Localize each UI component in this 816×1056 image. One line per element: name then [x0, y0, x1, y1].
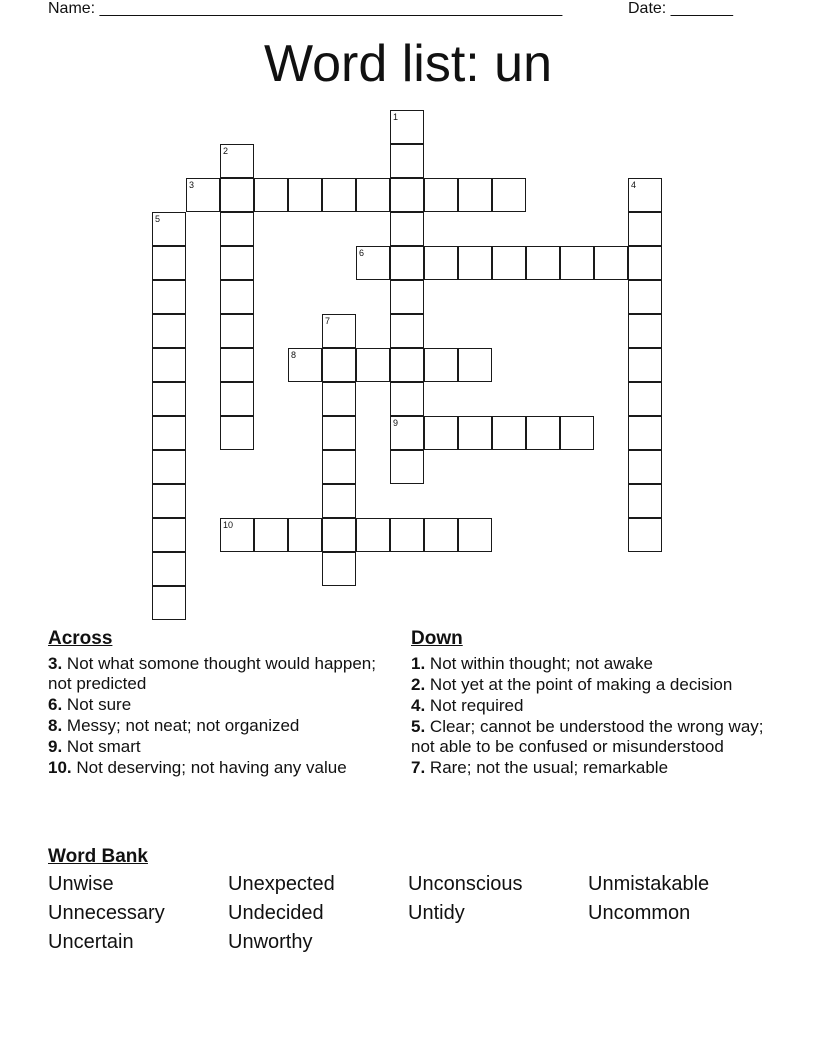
- crossword-cell[interactable]: [424, 348, 458, 382]
- crossword-cell[interactable]: [152, 552, 186, 586]
- crossword-cell[interactable]: [560, 416, 594, 450]
- crossword-cell[interactable]: [288, 178, 322, 212]
- crossword-cell[interactable]: [492, 246, 526, 280]
- word-bank-item: Unexpected: [228, 873, 335, 895]
- clue-number: 7.: [411, 758, 426, 777]
- crossword-cell[interactable]: [322, 178, 356, 212]
- crossword-cell[interactable]: [628, 246, 662, 280]
- word-bank-item: Unconscious: [408, 873, 523, 895]
- crossword-cell[interactable]: [152, 314, 186, 348]
- crossword-cell[interactable]: [390, 178, 424, 212]
- cell-number: 3: [189, 180, 195, 190]
- crossword-cell[interactable]: [356, 246, 390, 280]
- crossword-cell[interactable]: [390, 382, 424, 416]
- crossword-cell[interactable]: [424, 178, 458, 212]
- crossword-cell[interactable]: [356, 348, 390, 382]
- cell-number: 7: [325, 316, 331, 326]
- word-bank-item: Untidy: [408, 902, 465, 924]
- crossword-cell[interactable]: [458, 178, 492, 212]
- clue-down-4: [411, 696, 771, 716]
- crossword-cell[interactable]: [628, 450, 662, 484]
- clue-down-2: [411, 675, 771, 695]
- clue-across-3: [48, 654, 378, 694]
- clue-text: Not smart: [62, 737, 141, 756]
- crossword-cell[interactable]: [322, 552, 356, 586]
- crossword-cell[interactable]: [220, 416, 254, 450]
- crossword-cell[interactable]: [628, 212, 662, 246]
- crossword-cell[interactable]: [322, 450, 356, 484]
- crossword-cell[interactable]: [526, 416, 560, 450]
- clue-text: Messy; not neat; not organized: [62, 716, 300, 735]
- word-bank-item: Uncommon: [588, 902, 691, 924]
- crossword-cell[interactable]: [628, 382, 662, 416]
- cell-number: 1: [393, 112, 399, 122]
- clue-number: 8.: [48, 716, 63, 735]
- crossword-cell[interactable]: [628, 178, 662, 212]
- crossword-cell[interactable]: [152, 586, 186, 620]
- crossword-cell[interactable]: [390, 450, 424, 484]
- crossword-cell[interactable]: [492, 178, 526, 212]
- crossword-cell[interactable]: [628, 484, 662, 518]
- crossword-cell[interactable]: [458, 348, 492, 382]
- crossword-cell[interactable]: [492, 416, 526, 450]
- word-bank-heading: Word Bank: [48, 846, 148, 867]
- crossword-cell[interactable]: [594, 246, 628, 280]
- crossword-cell[interactable]: [322, 382, 356, 416]
- page-title: Word list: un: [263, 35, 553, 93]
- crossword-cell[interactable]: [220, 246, 254, 280]
- crossword-cell[interactable]: [152, 246, 186, 280]
- clue-number: 2.: [411, 675, 426, 694]
- crossword-cell[interactable]: [526, 246, 560, 280]
- cell-number: 9: [393, 418, 399, 428]
- cell-number: 6: [359, 248, 365, 258]
- word-bank-item: Unwise: [48, 873, 114, 895]
- clue-number: 5.: [411, 717, 426, 736]
- crossword-cell[interactable]: [220, 178, 254, 212]
- clue-number: 3.: [48, 654, 63, 673]
- crossword-cell[interactable]: [288, 348, 322, 382]
- clue-across-6: [48, 695, 378, 715]
- crossword-cell[interactable]: [288, 518, 322, 552]
- crossword-cell[interactable]: [390, 110, 424, 144]
- crossword-cell[interactable]: [152, 348, 186, 382]
- crossword-cell[interactable]: [254, 178, 288, 212]
- crossword-cell[interactable]: [152, 416, 186, 450]
- crossword-cell[interactable]: [390, 144, 424, 178]
- crossword-cell[interactable]: [220, 144, 254, 178]
- crossword-cell[interactable]: [390, 518, 424, 552]
- crossword-cell[interactable]: [220, 212, 254, 246]
- crossword-cell[interactable]: [356, 178, 390, 212]
- crossword-cell[interactable]: [322, 484, 356, 518]
- crossword-cell[interactable]: [628, 348, 662, 382]
- crossword-cell[interactable]: [390, 348, 424, 382]
- cell-number: 10: [223, 520, 234, 530]
- cell-number: 8: [291, 350, 297, 360]
- crossword-cell[interactable]: [560, 246, 594, 280]
- crossword-cell[interactable]: [390, 314, 424, 348]
- crossword-cell[interactable]: [322, 314, 356, 348]
- crossword-cell[interactable]: [424, 416, 458, 450]
- clue-across-9: [48, 737, 378, 757]
- down-clues: [411, 628, 771, 779]
- word-bank-item: Unworthy: [228, 931, 313, 953]
- crossword-cell[interactable]: [322, 348, 356, 382]
- crossword-cell[interactable]: [628, 314, 662, 348]
- crossword-cell[interactable]: [458, 416, 492, 450]
- crossword-cell[interactable]: [458, 246, 492, 280]
- clue-number: 9.: [48, 737, 63, 756]
- clue-text: Not sure: [62, 695, 132, 714]
- crossword-cell[interactable]: [152, 450, 186, 484]
- word-bank-list: [48, 872, 768, 954]
- crossword-cell[interactable]: [628, 518, 662, 552]
- crossword-cell[interactable]: [628, 416, 662, 450]
- clue-number: 4.: [411, 696, 426, 715]
- clue-down-7: [411, 758, 771, 778]
- crossword-cell[interactable]: [220, 280, 254, 314]
- crossword-cell[interactable]: [390, 212, 424, 246]
- crossword-cell[interactable]: [356, 518, 390, 552]
- clue-across-8: [48, 716, 378, 736]
- crossword-cell[interactable]: [152, 484, 186, 518]
- date-field-label[interactable]: Date: _______: [628, 0, 733, 17]
- clue-down-1: [411, 654, 771, 674]
- crossword-cell[interactable]: [220, 314, 254, 348]
- crossword-cell[interactable]: [220, 382, 254, 416]
- word-bank: [48, 846, 768, 954]
- crossword-cell[interactable]: [220, 348, 254, 382]
- crossword-cell[interactable]: [152, 382, 186, 416]
- clue-across-10: [48, 758, 378, 778]
- name-field-label[interactable]: Name: ____________________________________________________: [48, 0, 563, 17]
- clue-text: Rare; not the usual; remarkable: [425, 758, 669, 777]
- clue-text: Not within thought; not awake: [425, 654, 653, 673]
- across-heading: Across: [48, 628, 113, 649]
- word-bank-item: Undecided: [228, 902, 324, 924]
- clue-text: Clear; cannot be understood the wrong way; not able to be confused or misunderstood: [411, 717, 764, 756]
- crossword-cell[interactable]: [390, 246, 424, 280]
- clue-number: 6.: [48, 695, 63, 714]
- clue-number: 1.: [411, 654, 426, 673]
- word-bank-item: Unnecessary: [48, 902, 165, 924]
- crossword-cell[interactable]: [458, 518, 492, 552]
- clue-number: 10.: [48, 758, 72, 777]
- crossword-cell[interactable]: [254, 518, 288, 552]
- word-bank-item: Uncertain: [48, 931, 134, 953]
- crossword-cell[interactable]: [152, 518, 186, 552]
- word-bank-item: Unmistakable: [588, 873, 710, 895]
- crossword-cell[interactable]: [322, 518, 356, 552]
- crossword-cell[interactable]: [152, 212, 186, 246]
- crossword-cell[interactable]: [424, 246, 458, 280]
- crossword-cell[interactable]: [152, 280, 186, 314]
- down-heading: Down: [411, 628, 463, 649]
- clue-text: Not deserving; not having any value: [71, 758, 347, 777]
- across-clues: [48, 628, 378, 779]
- clue-text: Not yet at the point of making a decision: [425, 675, 733, 694]
- crossword-cell[interactable]: [220, 518, 254, 552]
- crossword-cell[interactable]: [390, 280, 424, 314]
- cell-number: 5: [155, 214, 161, 224]
- crossword-cell[interactable]: [424, 518, 458, 552]
- clue-text: Not what somone thought would happen; not predicted: [48, 654, 376, 693]
- cell-number: 4: [631, 180, 637, 190]
- crossword-cell[interactable]: [628, 280, 662, 314]
- clue-down-5: [411, 717, 771, 757]
- crossword-cell[interactable]: [186, 178, 220, 212]
- clue-text: Not required: [425, 696, 524, 715]
- crossword-cell[interactable]: [322, 416, 356, 450]
- cell-number: 2: [223, 146, 229, 156]
- crossword-cell[interactable]: [390, 416, 424, 450]
